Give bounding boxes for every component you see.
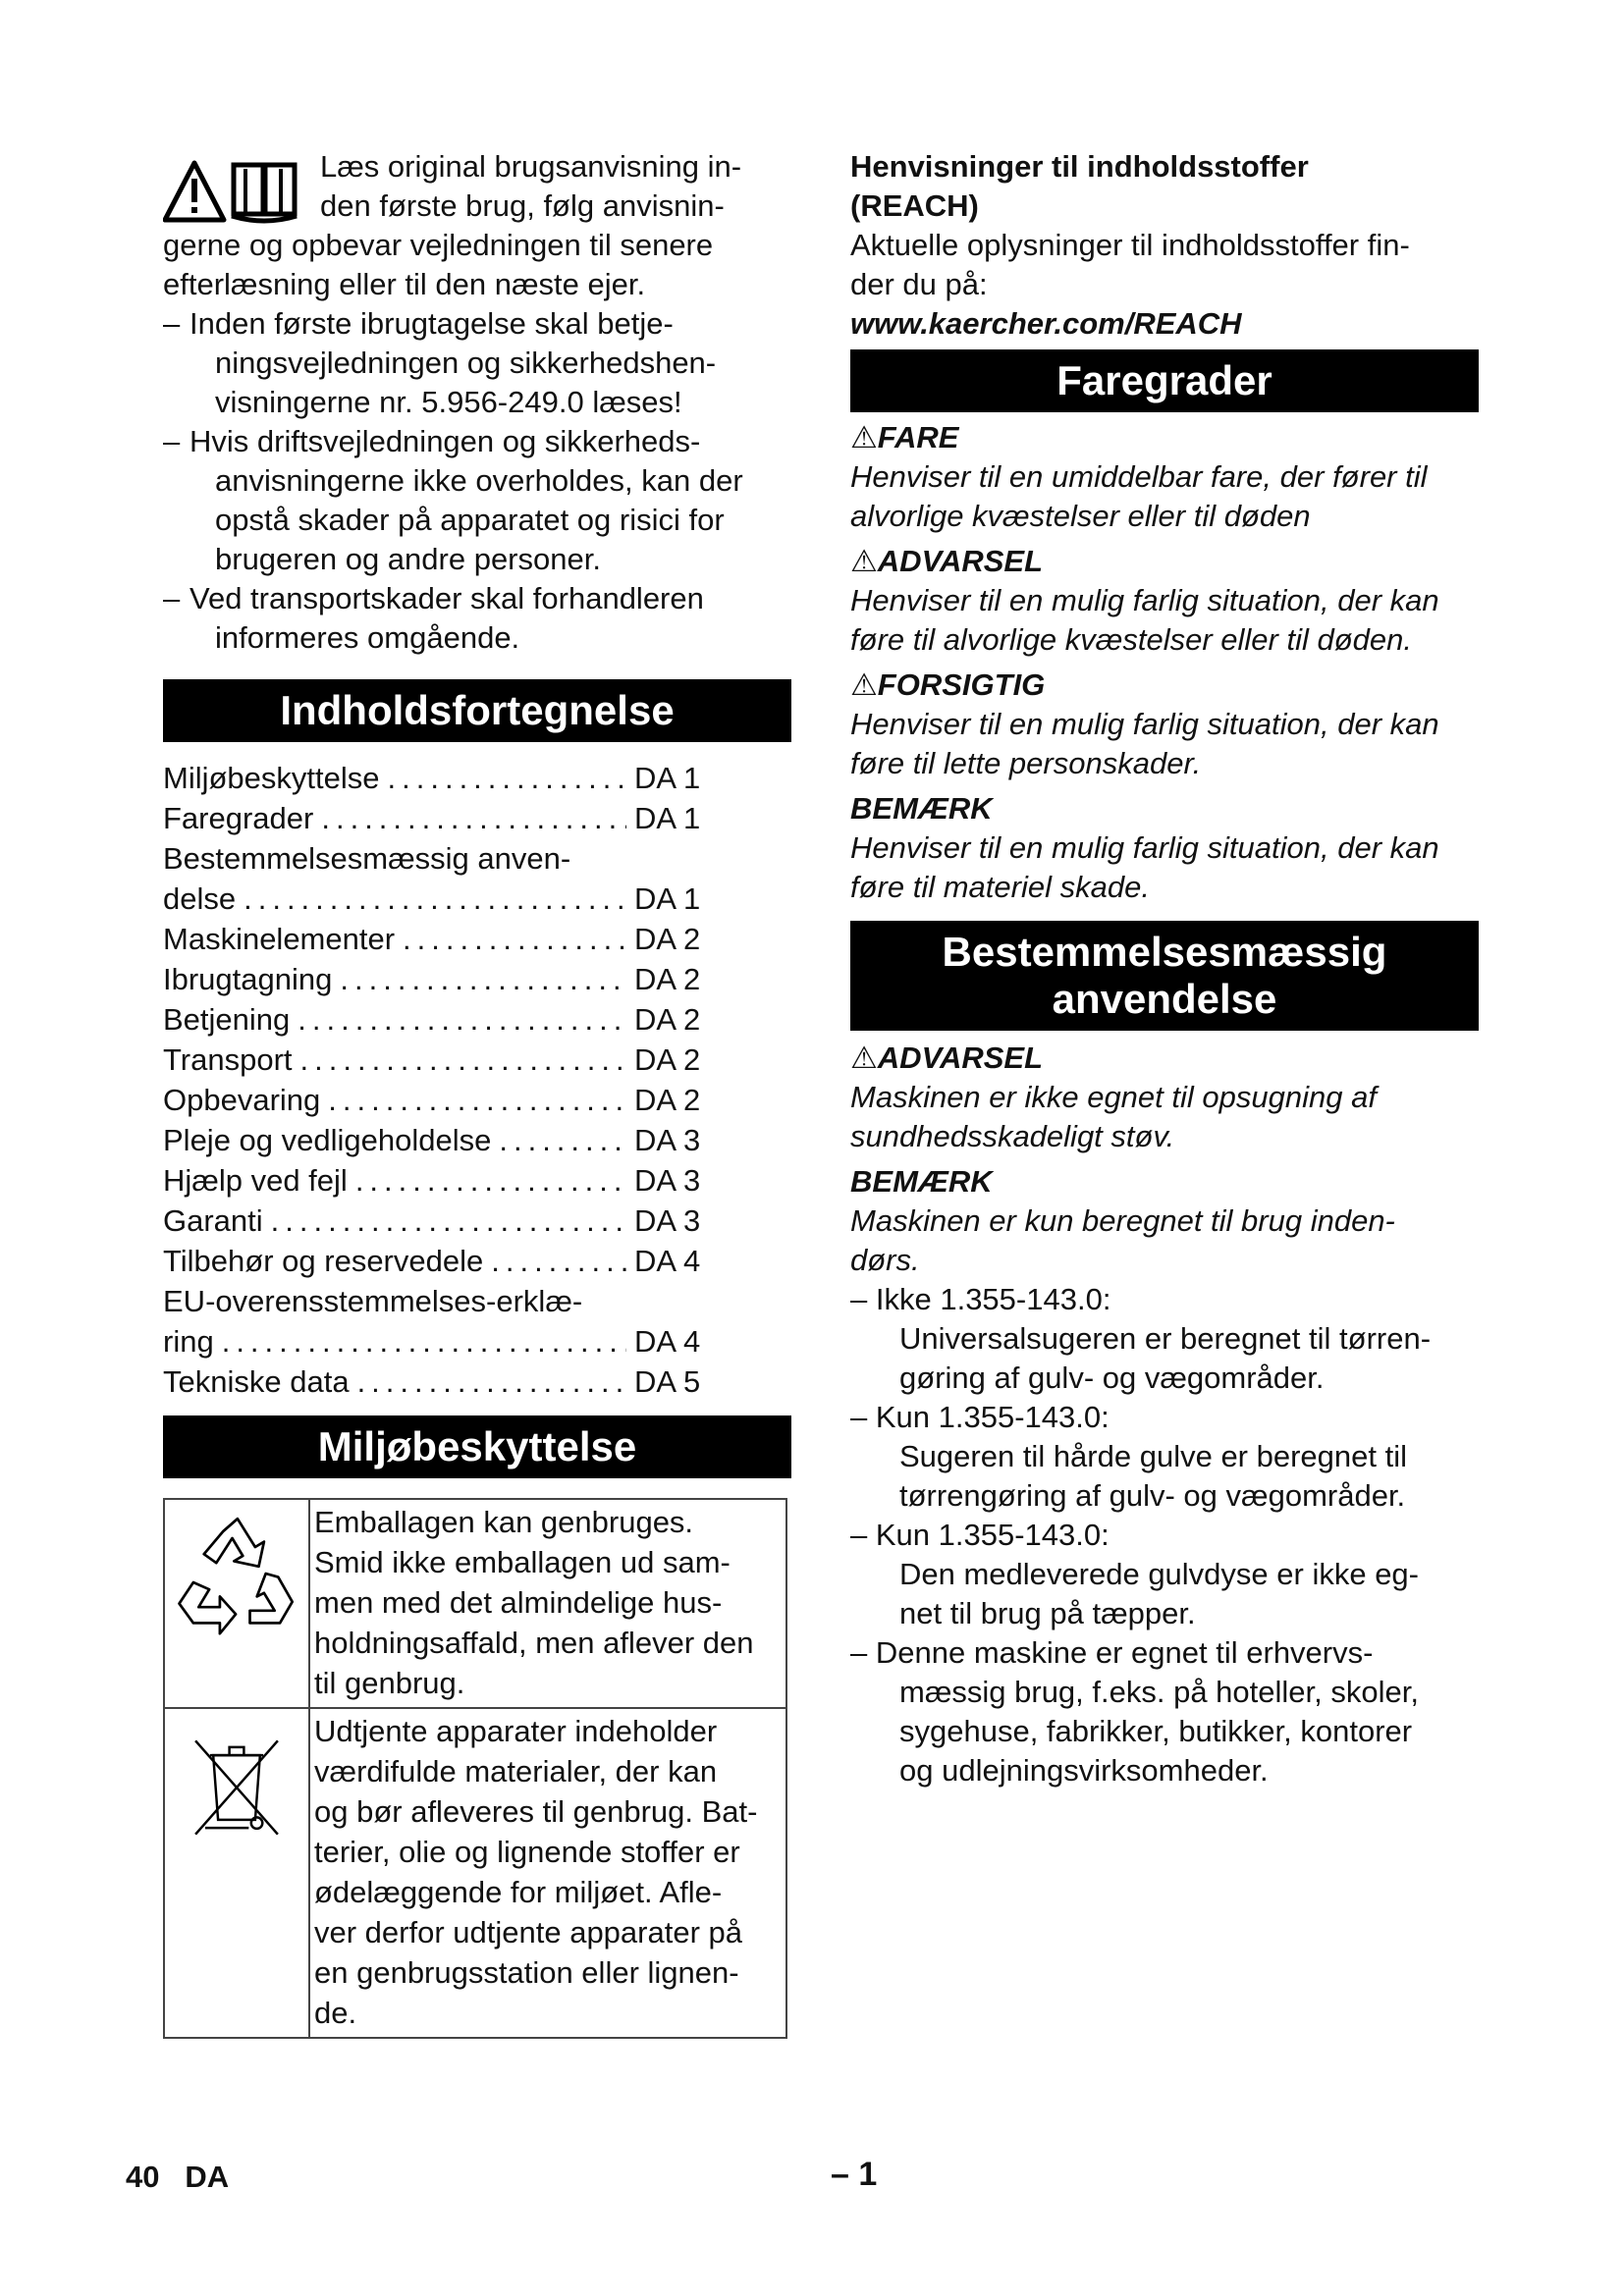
hazard-text: alvorlige kvæstelser eller til døden <box>850 499 1311 533</box>
warning-triangle-icon: ⚠ <box>850 420 878 454</box>
warning-triangle-icon: ⚠ <box>850 1041 878 1075</box>
toc-entry[interactable]: Garanti ..... DA 3 <box>163 1201 713 1241</box>
intended-use-heading: Bestemmelsesmæssig anvendelse <box>850 921 1479 1031</box>
toc-entry[interactable]: ring ..... DA 4 <box>163 1321 713 1362</box>
intended-use-body <box>850 1039 1479 1790</box>
list-item: – Denne maskine er egnet til erhvervs- mæssig brug, f.eks. på hoteller, skoler, sygehuse, fabrikker, butikker, kontorer og udlejningsvirksomheder. <box>850 1635 1419 1788</box>
toc-entry[interactable]: Tekniske data ..... DA 5 <box>163 1362 713 1402</box>
intended-use-note-text: Maskinen er kun beregnet til brug inden- <box>850 1203 1395 1238</box>
reach-link[interactable]: www.kaercher.com/REACH <box>850 306 1242 341</box>
toc-entry[interactable]: Transport ..... DA 2 <box>163 1040 713 1080</box>
toc-heading: Indholdsfortegnelse <box>163 679 791 742</box>
hazard-heading: Faregrader <box>850 349 1479 412</box>
list-item: – Ved transportskader skal forhandleren informeres omgående. <box>163 581 704 655</box>
intended-use-warning-text: Maskinen er ikke egnet til opsugning af <box>850 1080 1377 1114</box>
intended-use-list <box>850 1280 1479 1790</box>
recycle-text-cell: Emballagen kan genbruges. Smid ikke emballagen ud sam- men med det almindelige hus- holdningsaffald, men aflever den til genbrug. <box>309 1499 786 1708</box>
hazard-text: føre til materiel skade. <box>850 870 1150 904</box>
recycle-icon <box>172 1512 301 1635</box>
toc-entry[interactable]: Betjening ..... DA 2 <box>163 999 713 1040</box>
recycle-icon-cell <box>164 1499 309 1708</box>
reach-heading: Henvisninger til indholdsstoffer <box>850 149 1309 184</box>
toc-entry[interactable]: Miljøbeskyttelse ..... DA 1 <box>163 758 713 798</box>
hazard-label: ⚠ADVARSEL <box>850 544 1044 578</box>
list-item: – Ikke 1.355-143.0: Universalsugeren er beregnet til tørren- gøring af gulv- og vægområder. <box>850 1282 1432 1395</box>
toc-entry-line[interactable]: EU-overensstemmelses-erklæ- <box>163 1284 583 1318</box>
toc-entry-line[interactable]: Bestemmelsesmæssig anven- <box>163 841 571 876</box>
table-row <box>164 1499 786 1708</box>
warning-triangle-icon: ⚠ <box>850 667 878 702</box>
toc-entry[interactable]: delse ..... DA 1 <box>163 879 713 919</box>
intro-line: efterlæsning eller til den næste ejer. <box>163 267 646 301</box>
disposal-icon-cell <box>164 1708 309 2038</box>
warning-triangle-icon: ⚠ <box>850 544 878 578</box>
toc-entry[interactable]: Faregrader ..... DA 1 <box>163 798 713 838</box>
toc-entry[interactable]: Ibrugtagning ..... DA 2 <box>163 959 713 999</box>
list-item: – Kun 1.355-143.0: Den medleverede gulvdyse er ikke eg- net til brug på tæpper. <box>850 1518 1419 1630</box>
hazard-levels <box>850 418 1479 907</box>
warning-manual-icon <box>163 155 310 226</box>
hazard-text: Henviser til en mulig farlig situation, der kan <box>850 707 1439 741</box>
intended-use-warning-text: sundhedsskadeligt støv. <box>850 1119 1175 1153</box>
left-column <box>163 147 791 2039</box>
hazard-text: Henviser til en umiddelbar fare, der fører til <box>850 459 1428 494</box>
list-item: – Kun 1.355-143.0: Sugeren til hårde gulve er beregnet til tørrengøring af gulv- og vægområder. <box>850 1400 1407 1513</box>
intro-line: Læs original brugsanvisning in- <box>320 149 742 184</box>
intended-use-warning-label: ⚠ADVARSEL <box>850 1041 1044 1075</box>
list-item: – Inden første ibrugtagelse skal betje- ningsvejledningen og sikkerhedshen- visningerne nr. 5.956-249.0 læses! <box>163 306 717 419</box>
intended-use-note-text: dørs. <box>850 1243 920 1277</box>
hazard-label: ⚠FORSIGTIG <box>850 667 1046 702</box>
reach-text: Aktuelle oplysninger til indholdsstoffer fin- <box>850 228 1410 262</box>
table-row <box>164 1708 786 2038</box>
environment-heading: Miljøbeskyttelse <box>163 1415 791 1478</box>
intended-use-note-label: BEMÆRK <box>850 1164 993 1199</box>
crossed-out-bin-icon <box>178 1729 296 1846</box>
intro-line: gerne og opbevar vejledningen til senere <box>163 228 714 262</box>
reach-text: der du på: <box>850 267 988 301</box>
footer-section-page: – 1 <box>831 2156 878 2193</box>
environment-table <box>163 1498 787 2039</box>
footer-page-label <box>126 2160 229 2195</box>
intro-bullet-list <box>163 304 791 658</box>
hazard-label: BEMÆRK <box>850 791 993 826</box>
toc-entry[interactable]: Hjælp ved fejl ..... DA 3 <box>163 1160 713 1201</box>
intro-block <box>163 147 791 304</box>
toc-entry[interactable]: Pleje og vedligeholdelse ..... DA 3 <box>163 1120 713 1160</box>
intro-line: den første brug, følg anvisnin- <box>320 188 725 223</box>
list-item: – Hvis driftsvejledningen og sikkerheds- anvisningerne ikke overholdes, kan der opstå skader på apparatet og risici for brugeren og andre personer. <box>163 424 743 576</box>
hazard-text: føre til lette personskader. <box>850 746 1202 780</box>
reach-heading: (REACH) <box>850 188 979 223</box>
page-number: 40 <box>126 2160 160 2194</box>
hazard-label: ⚠FARE <box>850 420 959 454</box>
table-of-contents <box>163 758 713 1402</box>
right-column <box>850 147 1479 1790</box>
toc-entry[interactable]: Opbevaring ..... DA 2 <box>163 1080 713 1120</box>
toc-entry[interactable]: Maskinelementer ..... DA 2 <box>163 919 713 959</box>
disposal-text-cell: Udtjente apparater indeholder værdifulde materialer, der kan og bør afleveres til genbrug. Bat- terier, olie og lignende stoffer er ødelæggende for miljøet. Afle- ver derfor udtjente apparater på en genbrugsstation eller lignen- de. <box>309 1708 786 2038</box>
language-code: DA <box>185 2160 230 2194</box>
hazard-text: føre til alvorlige kvæstelser eller til døden. <box>850 622 1412 657</box>
toc-entry[interactable]: Tilbehør og reservedele ..... DA 4 <box>163 1241 713 1281</box>
hazard-text: Henviser til en mulig farlig situation, der kan <box>850 830 1439 865</box>
hazard-text: Henviser til en mulig farlig situation, der kan <box>850 583 1439 617</box>
